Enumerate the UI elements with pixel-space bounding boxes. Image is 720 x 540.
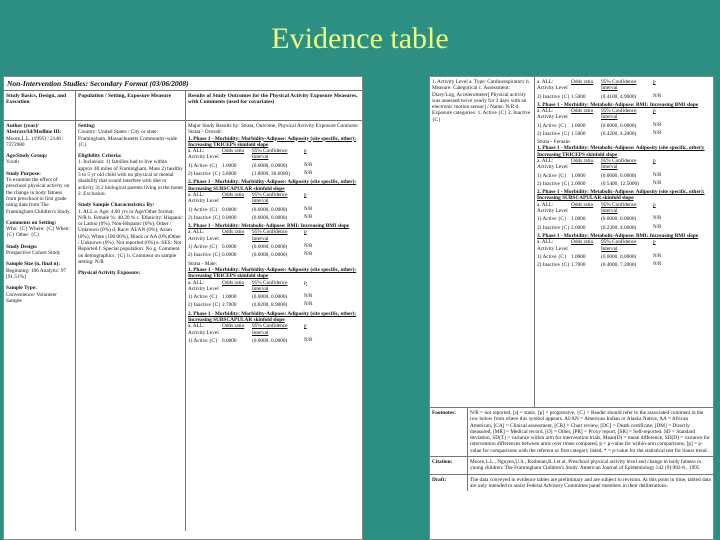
p-value: N/R (653, 224, 662, 230)
p-value: N/R (304, 206, 313, 212)
exposure-category: 1) Active {C} (188, 244, 218, 251)
study-basics-content (4, 121, 75, 311)
odds-ratio-value: 1.5000 (571, 93, 586, 100)
p-label: p (304, 229, 307, 236)
odds-ratio-value: 0.0000 (222, 206, 237, 213)
odds-ratio-label: Odds ratio (571, 108, 594, 115)
p-value: N/R (653, 180, 662, 186)
result-header-row (188, 323, 360, 336)
result-row (188, 338, 360, 344)
field-group (6, 171, 73, 215)
p-label: p (304, 148, 307, 155)
ci-value: (0.4200, 4.2000) (601, 131, 637, 138)
odds-ratio-label: Odds ratio (222, 148, 245, 155)
outcome-heading: 2. Phase 1 - Morbidity: Morbidity-Adipose: Adiposity (site specific, other): Increasing SUBSCAPULAR skinfold slope (188, 310, 357, 324)
odds-ratio-value: 3.8000 (222, 171, 237, 178)
field-label: Sample Size (n, final n): (6, 261, 61, 268)
odds-ratio-value: 1.0000 (222, 294, 237, 301)
field-value: To examine the effect of preschool physical activity on the change in body fatness from preschool to first grade using data from The Framingham Children's Study. (6, 177, 71, 215)
result-header-row (537, 79, 711, 92)
ci-value: (0.0000, 0.0000) (601, 253, 637, 260)
ci-label: 95% Confidence Interval (601, 108, 637, 121)
slide-title: Evidence table (271, 22, 449, 55)
p-label: p (304, 191, 307, 198)
field-label: Study Sample Characteristics By: (78, 202, 155, 209)
field-label: Eligibility Criteria: (78, 153, 122, 160)
exposure-category: 1) Active {C} (537, 122, 567, 129)
results-column (186, 91, 362, 531)
field-value: Youth (6, 159, 19, 166)
outcome-heading: 1. Phase 1 - Morbidity: Morbidity-Adipose: Adiposity (site specific, other): Increasing TRICEPS skinfold slope (188, 266, 357, 280)
p-label: p (653, 79, 656, 85)
footnotes-text: N/R = not reported, [s] = static, [p] = progressive, {C} = Reader should refer to the associated comment in the row below from where this symbol appears. AI/AN = American Indian or Alaska Native, AA = African American, [CA] = Clinical assessment, [CR] = Chart review, [DC] = Death certificate, [DM] = Directly measured, [MR] = Medical record, [O] = Other, [PR] = Proxy report, [SR] = Self-reported. SD = Standard deviation, SD(T) = variance within arm for intervention trials, Mean(D) = mean difference, SD(D) = variance for intervention differences between arms over times compared, p = p-value for within-arm comparisons, [p] = p-value for comparisons with the referent or first category listed, * = p-value for the statistical test for linear trend. (470, 410, 710, 454)
results-content (186, 121, 362, 348)
result-header-row (537, 108, 711, 121)
result-row (537, 123, 711, 129)
odds-ratio-value: 1.0000 (571, 172, 586, 179)
odds-ratio-label: Odds ratio (571, 239, 594, 246)
field-value: 1. Inclusion: 1) families had to live within approx 40 miles of Framingham, Mass 2) healthy 3 to 5 yr old child with no physical or mental disability that would interfere with diet or activity 3) 2 biological parents living in the home 2. Exclusion: (78, 159, 183, 197)
activity-level-label: a. ALL: Activity Level (188, 323, 219, 336)
activity-level-label: a. ALL: Activity Level (537, 108, 568, 121)
ci-value: (0.0000, 0.0000) (252, 252, 288, 259)
field-group (6, 220, 73, 239)
ci-value: (0.0000, 0.0000) (252, 337, 288, 344)
ci-value: (0.0000, 0.0000) (601, 172, 637, 179)
footnotes-label: Footnotes: (430, 408, 468, 456)
ci-label: 95% Confidence Interval (252, 279, 288, 292)
result-header-row (188, 148, 360, 161)
p-value: N/R (304, 244, 313, 250)
draft-row (430, 474, 713, 492)
result-row (537, 254, 711, 260)
exposure-category: 2) Inactive {C} (537, 93, 570, 100)
exposure-category: 1) Active {C} (537, 253, 567, 260)
p-label: p (304, 279, 307, 286)
p-value: N/R (304, 337, 313, 343)
field-group (78, 153, 183, 197)
field-label: Study Design: (6, 243, 38, 250)
column-heading: Population / Setting, Exposure Measure (76, 91, 185, 121)
result-row (188, 302, 360, 308)
odds-ratio-value: 1.0000 (571, 216, 586, 223)
field-value: Convenience/ Volunteer Sample (6, 291, 57, 304)
p-value: N/R (653, 93, 662, 99)
field-value: Prospective Cohort Study (6, 250, 61, 257)
activity-level-label: a. ALL: Activity Level (537, 79, 568, 92)
outcome-heading: 2. Phase 1 - Morbidity: Metabolic-Adipose: Adiposity (site specific, other): Increasing SUBSCAPULAR skinfold slope (537, 189, 705, 202)
field-group (6, 123, 73, 148)
odds-ratio-value: 1.0000 (571, 122, 586, 129)
field-value: 1. ALL a. Age: 4.00 yrs or Age/Other format: N/R b. Female %: 40.20 % c. Ethnicity: Hispanic or Latino (0%), Non-Hispanic (0%), Other / Unknown (0%) d. Race: AI/AN (0%), Asian (0%), White (100.00%), Black or AA (0%)Other / Unknown (0%), Not reported (0%) e. SES: Not Reported f. Special population: No g. Comment on demographics: {C} h. Comment on sample setting: N/R (78, 208, 183, 265)
activity-level-label: a. ALL: Activity Level (537, 201, 568, 215)
strata-female-label: Strata - Female: (537, 139, 571, 146)
ci-label: 95% Confidence Interval (601, 239, 637, 252)
p-value: N/R (304, 214, 313, 220)
odds-ratio-label: Odds ratio (222, 191, 245, 198)
ci-value: (0.0000, 0.0000) (601, 216, 637, 223)
exposure-column: 1. Activity Level a. Type: Cardiorespiratory b. Measure: Categorical c. Assessment: Diary/Log, Accelerometer[ Physical activity was assessed twice yearly for 3 days with an electronic motion sensor] / Name: N/R d. Exposure categories: 1. Active {C} 2. Inactive {C} (430, 77, 535, 407)
odds-ratio-value: 1.0000 (571, 253, 586, 260)
p-value: N/R (653, 253, 662, 259)
p-value: N/R (304, 162, 313, 168)
strata-overall-label: Strata - Overall: (188, 129, 223, 136)
population-content (76, 121, 185, 284)
ci-value: (0.2300, 4.6000) (601, 224, 637, 231)
result-row (537, 94, 711, 100)
ci-value: (0.0000, 0.0000) (601, 122, 637, 129)
odds-ratio-value: 0.0000 (222, 214, 237, 221)
ci-label: 95% Confidence Interval (252, 191, 288, 205)
ci-value: (0.8200, 8.9000) (252, 302, 288, 309)
result-row (188, 207, 360, 213)
field-label: Setting: (78, 123, 96, 129)
column-heading: Results of Study Outcomes for the Physical Activity Exposure Measures, with Comments (used for covariates) (186, 91, 362, 121)
p-value: N/R (653, 216, 662, 222)
odds-ratio-label: Odds ratio (222, 323, 245, 330)
result-row (188, 163, 360, 169)
field-group (6, 153, 73, 166)
p-value: N/R (653, 131, 662, 137)
odds-ratio-label: Odds ratio (222, 229, 245, 236)
odds-ratio-label: Odds ratio (222, 279, 245, 286)
ci-value: (0.0000, 0.0000) (252, 294, 288, 301)
p-value: N/R (304, 294, 313, 300)
result-header-row (188, 192, 360, 205)
outcome-heading: 3. Phase 1 - Morbidity: Metabolic-Adipose: BMI: Increasing BMI slope (537, 232, 699, 239)
footnotes-row (430, 407, 713, 456)
result-row (188, 171, 360, 177)
odds-ratio-value: 1.0000 (222, 162, 237, 169)
field-group (78, 202, 183, 265)
draft-text: The data conveyed in evidence tables are preliminary and are subject to revision. At this point in time, tabled data are only intended to assist Federal Advisory Committee panel members in their deliberations. (470, 476, 711, 489)
outcome-heading: 1. Phase 1 - Morbidity: Metabolic-Adipose: Adiposity (site specific, other): Increasing TRICEPS skinfold slope (537, 145, 705, 158)
field-label: Age/Study Group: (6, 153, 48, 160)
exposure-category: 1) Active {C} (188, 162, 218, 169)
strata-male-label: Strata - Male: (188, 260, 218, 267)
p-value: N/R (304, 302, 313, 308)
ci-value: (0.4100, 4.9000) (601, 93, 637, 100)
outcome-heading: 3. Phase 1 - Morbidity: Metabolic-Adipose: BMI: Increasing BMI slope (537, 101, 699, 108)
draft-label: Draft: (430, 475, 468, 492)
field-value: Country: United States / City or state: Framingham, Massachusetts Community-wide {C} (78, 129, 178, 148)
field-group (78, 270, 183, 276)
result-row (188, 244, 360, 250)
odds-ratio-label: Odds ratio (571, 79, 594, 85)
ci-value: (0.5400, 12.5000) (601, 180, 639, 187)
p-label: p (653, 239, 656, 246)
field-group (6, 261, 73, 280)
exposure-category: 1) Active {C} (537, 216, 567, 223)
ci-label: 95% Confidence Interval (252, 229, 288, 242)
odds-ratio-value: 0.0000 (222, 252, 237, 259)
exposure-category: 2) Inactive {C} (188, 171, 221, 178)
ci-value: (0.4000, 7.2000) (601, 262, 637, 269)
field-group (6, 244, 73, 257)
exposure-category: 1) Active {C} (537, 172, 567, 179)
result-header-row (188, 229, 360, 242)
outcome-heading: 3. Phase 1 - Morbidity: Metabolic-Adipose: BMI: Increasing BMI slope (188, 223, 350, 230)
field-label: Study Purpose: (6, 170, 41, 177)
ci-value: (0.0000, 0.0000) (252, 162, 288, 169)
citation-row (430, 456, 713, 474)
column-heading: Study Basics, Design, and Execution (4, 91, 75, 121)
exposure-category: 2) Inactive {C} (188, 302, 221, 309)
ci-label: 95% Confidence Interval (252, 148, 288, 161)
field-label: Physical Activity Exposure: (78, 270, 141, 277)
activity-level-label: a. ALL: Activity Level (537, 239, 568, 252)
evidence-table-page-right (429, 76, 714, 540)
exposure-category: 2) Inactive {C} (188, 214, 221, 221)
results-continued-column (535, 77, 713, 407)
ci-label: 95% Confidence Interval (252, 323, 288, 336)
odds-ratio-label: Odds ratio (571, 157, 594, 164)
outcome-heading: 2. Phase 1 - Morbidity: Morbidity-Adipose: Adiposity (site specific, other): Increasing SUBSCAPULAR skinfold slope (188, 179, 357, 192)
result-header-row (188, 280, 360, 293)
exposure-category: 1) Active {C} (188, 337, 218, 344)
citation-label: Citation: (430, 457, 468, 474)
odds-ratio-label: Odds ratio (571, 201, 594, 208)
result-row (537, 262, 711, 268)
ci-value: (0.0000, 0.0000) (252, 206, 288, 213)
ci-label: 95% Confidence Interval (601, 79, 637, 92)
p-label: p (653, 108, 656, 115)
odds-ratio-value: 2.6000 (571, 224, 586, 231)
result-row (188, 252, 360, 258)
field-value: Beginning: 106 Analytic: 97 [91.51%] (6, 267, 67, 280)
exposure-category: 1) Active {C} (188, 206, 218, 213)
field-label: Author (year)/ Abstract/Id/Medline ID: (6, 123, 62, 136)
citation-text: Moore,L.L., Nguyen,U.S., Rothman,K.J.et al. Preschool physical activity level and change in body fatness in young children: The Framingham Children's Study. American Journal of Epidemiology.142 (9):982-8., 1995 (470, 459, 702, 472)
field-label: Sample Type: (6, 285, 37, 292)
p-value: N/R (653, 122, 662, 128)
evidence-table-page-left (3, 76, 363, 540)
population-column (76, 91, 186, 531)
exposure-category: 1) Active {C} (188, 294, 218, 301)
p-value: N/R (653, 172, 662, 178)
result-row (188, 215, 360, 221)
odds-ratio-value: 2.7000 (222, 302, 237, 309)
activity-level-label: a. ALL: Activity Level (537, 157, 568, 171)
result-row (188, 294, 360, 300)
field-value: Moore,L.L. (1995) / 2148 / 7372980 (6, 135, 64, 148)
activity-level-label: a. ALL: Activity Level (188, 229, 219, 242)
odds-ratio-value: 1.5000 (571, 131, 586, 138)
outcome-heading: 1. Phase 1 - Morbidity: Morbidity-Adipose: Adiposity (site specific, other): Increasing TRICEPS skinfold slope (188, 135, 357, 148)
result-header-row (537, 202, 711, 215)
field-group (78, 123, 183, 148)
result-row (537, 173, 711, 179)
result-row (537, 216, 711, 222)
results-intro: Major Study Results by: Strata, Outcome, Physical Activity Exposure Contrasts: (188, 123, 359, 129)
field-label: Comments on Setting: (6, 219, 57, 226)
result-row (537, 131, 711, 137)
ci-value: (0.0000, 0.0000) (252, 244, 288, 251)
result-header-row (537, 158, 711, 171)
exposure-category: 2) Inactive {C} (537, 180, 570, 187)
result-header-row (537, 239, 711, 252)
result-row (537, 181, 711, 187)
exposure-category: 2) Inactive {C} (537, 262, 570, 269)
field-group (6, 285, 73, 304)
p-value: N/R (653, 262, 662, 268)
p-value: N/R (304, 252, 313, 258)
exposure-category: 2) Inactive {C} (537, 131, 570, 138)
odds-ratio-value: 1.7000 (571, 262, 586, 269)
ci-label: 95% Confidence Interval (601, 157, 637, 171)
p-label: p (653, 201, 656, 208)
p-value: N/R (304, 171, 313, 177)
table-header: Non-Intervention Studies: Secondary Format (03/06/2008) (4, 77, 362, 91)
odds-ratio-value: 0.0000 (222, 337, 237, 344)
p-label: p (304, 323, 307, 330)
activity-level-label: a. ALL: Activity Level (188, 191, 219, 205)
exposure-category: 2) Inactive {C} (537, 224, 570, 231)
field-value: Who: {C} Where: {C} When: {C} Other: {C} (6, 226, 70, 239)
odds-ratio-value: 2.0000 (571, 180, 586, 187)
activity-level-label: a. ALL: Activity Level (188, 148, 219, 161)
exposure-category: 2) Inactive {C} (188, 252, 221, 259)
ci-value: (1.8000, 30.6000) (252, 171, 290, 178)
odds-ratio-value: 0.0000 (222, 244, 237, 251)
ci-value: (0.0000, 0.0000) (252, 214, 288, 221)
p-label: p (653, 157, 656, 164)
study-basics-column (4, 91, 76, 531)
ci-label: 95% Confidence Interval (601, 201, 637, 215)
activity-level-label: a. ALL: Activity Level (188, 279, 219, 292)
result-row (537, 225, 711, 231)
